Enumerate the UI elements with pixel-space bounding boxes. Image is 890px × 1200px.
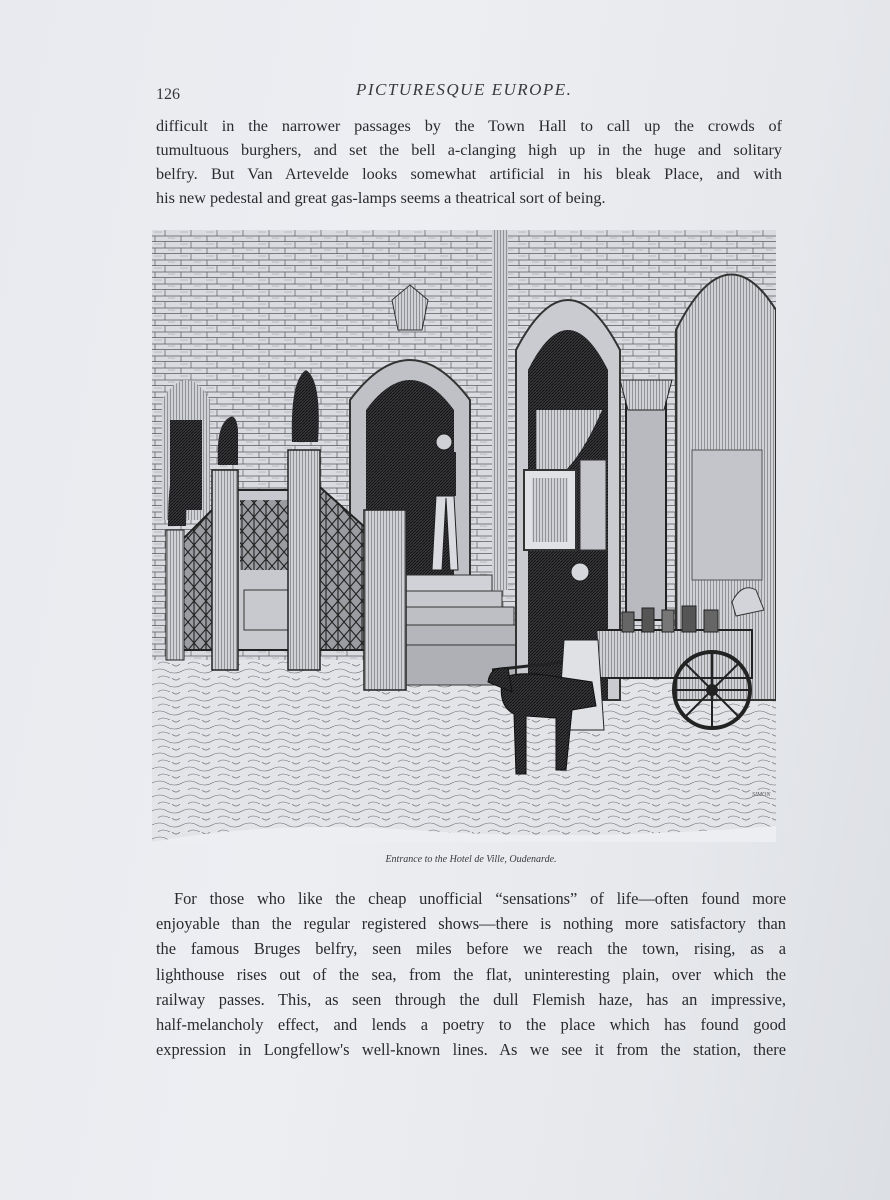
text-line: For those who like the cheap unofficial “sensations” of life—often found more [174,889,786,908]
paragraph-top [156,114,782,210]
paragraph-bottom [156,886,786,1062]
text-line: tumultuous burghers, and set the bell a-clanging high up in the huge and solitary [156,141,782,159]
text-line: his new pedestal and great gas-lamps seems a theatrical sort of being. [156,189,606,207]
running-title: PICTURESQUE EUROPE. [356,80,573,99]
text-line: lighthouse rises out of the sea, from the flat, uninteresting plain, over which the [156,964,786,984]
text-line: expression in Longfellow's well-known lines. As we see it from the station, there [156,1040,786,1060]
text-line: belfry. But Van Artevelde looks somewhat artificial in his bleak Place, and with [156,165,782,183]
engraving-illustration [152,230,776,842]
text-line: the famous Bruges belfry, seen miles before we reach the town, rising, as a [156,939,786,959]
text-line: railway passes. This, as seen through the dull Flemish haze, has an impressive, [156,989,786,1009]
text-line: difficult in the narrower passages by the Town Hall to call up the crowds of [156,117,782,135]
figure-caption: Entrance to the Hotel de Ville, Oudenarde. [385,854,557,865]
page-number: 126 [156,86,180,103]
text-line: enjoyable than the regular registered shows—there is nothing more satisfactory than [156,914,786,934]
text-line: half-melancholy effect, and lends a poetry to the place which has found good [156,1015,786,1035]
engraver-signature: SIMON [752,792,771,798]
